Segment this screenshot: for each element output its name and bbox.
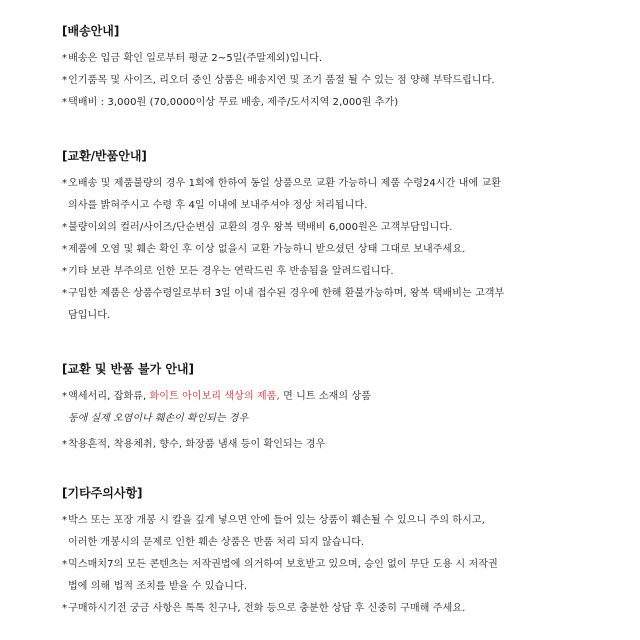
no-exchange-section (62, 360, 622, 456)
list-item (62, 70, 622, 92)
shipping-heading: [배송안내] (62, 24, 120, 38)
exchange-return-section (62, 147, 622, 327)
list-item (62, 554, 622, 576)
bullet: * (62, 266, 68, 277)
other-notes-section (62, 484, 622, 620)
bullet: * (62, 391, 68, 402)
list-item (62, 283, 622, 305)
item-text: 기타 보관 부주의로 인한 모든 경우는 연락드린 후 반송됨을 알려드립니다. (68, 266, 394, 277)
item-text: 불량이외의 컬러/사이즈/단순변심 교환의 경우 왕복 택배비 6,000원은 고객부담입니다. (68, 222, 453, 233)
list-item (62, 217, 622, 239)
bullet: * (62, 244, 68, 255)
list-item-continued: 의사를 밝혀주시고 수령 후 4일 이내에 보내주셔야 정상 처리됩니다. (68, 200, 368, 211)
item-text: 배송은 입금 확인 일로부터 평균 2~5일(주말제외)입니다. (68, 53, 323, 64)
list-item (62, 173, 622, 195)
list-item (62, 510, 622, 532)
list-item (62, 48, 622, 70)
exchange-return-heading: [교환/반품안내] (62, 149, 147, 163)
highlight-text: 화이트 아이보리 색상의 제품, (149, 391, 280, 402)
bullet: * (62, 288, 68, 299)
no-exchange-heading: [교환 및 반품 불가 안내] (62, 362, 195, 376)
list-item-continued: 이러한 개봉시의 문제로 인한 훼손 상품은 반품 처리 되지 않습니다. (68, 537, 365, 548)
bullet: * (62, 439, 68, 450)
list-item (62, 434, 622, 456)
shipping-section (62, 22, 622, 114)
italic-note: 동애 실제 오염이나 훼손이 확인되는 경우 (68, 413, 249, 424)
item-text: 착용흔적, 착용체취, 향수, 화장품 냄새 등이 확인되는 경우 (68, 439, 326, 450)
bullet: * (62, 603, 68, 614)
list-item-continued: 법에 의해 법적 조치를 받을 수 있습니다. (68, 581, 248, 592)
list-item (62, 239, 622, 261)
item-text: 구입한 제품은 상품수령일로부터 3일 이내 접수된 경우에 한해 환불가능하며, 왕복 택배비는 고객부 (68, 288, 505, 299)
bullet: * (62, 178, 68, 189)
other-notes-heading: [기타주의사항] (62, 486, 143, 500)
item-text: 택배비 : 3,000원 (70,0000이상 무료 배송, 제주/도서지역 2,000원 추가) (68, 97, 399, 108)
item-text-after: 면 니트 소재의 상품 (279, 391, 371, 402)
item-text: 오배송 및 제품불량의 경우 1회에 한하여 동일 상품으로 교환 가능하니 제품 수령24시간 내에 교환 (68, 178, 501, 189)
list-item (62, 386, 622, 408)
bullet: * (62, 97, 68, 108)
bullet: * (62, 559, 68, 570)
list-item (62, 92, 622, 114)
list-item-continued: 담입니다. (68, 310, 111, 321)
item-text: 구매하시기전 궁금 사항은 톡톡 친구나, 전화 등으로 충분한 상담 후 신중히 구매해 주세요. (68, 603, 466, 614)
list-item (62, 261, 622, 283)
bullet: * (62, 75, 68, 86)
item-text: 제품에 오염 및 훼손 확인 후 이상 없을시 교환 가능하니 받으셨던 상태 그대로 보내주세요. (68, 244, 466, 255)
item-text-before: 액세서리, 잡화류, (68, 391, 150, 402)
bullet: * (62, 515, 68, 526)
bullet: * (62, 222, 68, 233)
list-item (62, 598, 622, 620)
item-text: 박스 또는 포장 개봉 시 칼을 깊게 넣으면 안에 들어 있는 상품이 훼손될 수 있으니 주의 하시고, (68, 515, 485, 526)
bullet: * (62, 53, 68, 64)
item-text: 인기품목 및 사이즈, 리오더 중인 상품은 배송지연 및 조기 품절 될 수 있는 점 양해 부탁드립니다. (68, 75, 495, 86)
item-text: 믹스매치7의 모든 콘텐츠는 저작권법에 의거하여 보호받고 있으며, 승인 없이 무단 도용 시 저작권 (68, 559, 498, 570)
